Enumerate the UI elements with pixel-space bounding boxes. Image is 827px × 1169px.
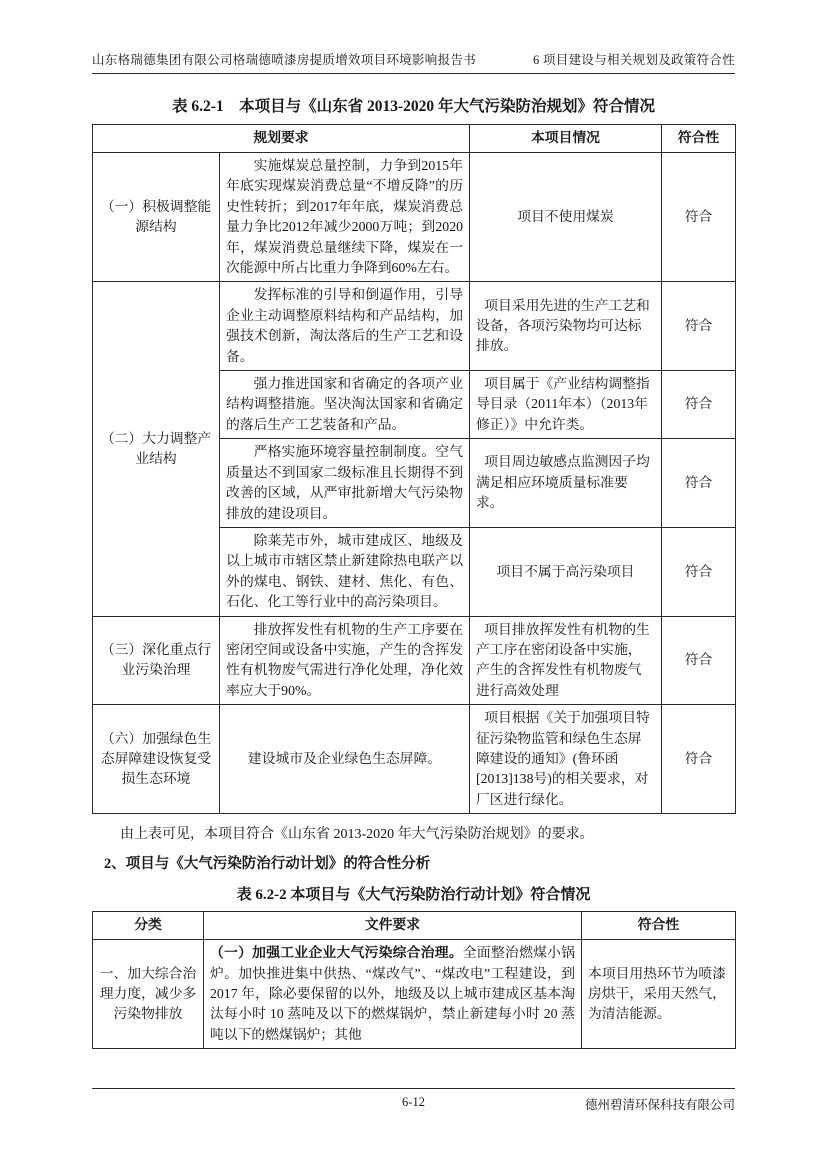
project-text: 项目根据《关于加强项目特征污染物监管和绿色生态屏障建设的通知》(鲁环函[2013]138号)的相关要求，对厂区进行绿化。: [476, 710, 650, 807]
compliance-cell: 符合: [662, 153, 736, 282]
category-cell: （二）大力调整产业结构: [93, 282, 220, 616]
compliance-cell: 符合: [662, 705, 736, 814]
requirement-text: 实施煤炭总量控制，力争到2015年年底实现煤炭消费总量“不增反降”的历史性转折；到2017年年底，煤炭消费总量力争比2012年减少2000万吨；到2020年，煤炭消费总量继续下降，煤炭在一次能源中所占比重力争降到60%左右。: [226, 158, 463, 276]
requirement-text: 全面整治燃煤小锅炉。加快推进集中供热、“煤改气”、“煤改电”工程建设，到 2017 年，除必要保留的以外，地级及以上城市建成区基本淘汰每小时 10 蒸吨及以下的燃煤锅炉，禁止新建每小时 20 蒸吨以下的燃煤锅炉；其他: [210, 945, 576, 1042]
table2-header-row: [93, 912, 736, 940]
running-header: [92, 50, 735, 74]
project-cell: [470, 439, 662, 528]
table1-col-requirement: 规划要求: [93, 125, 470, 153]
header-chapter-title: 6 项目建设与相关规划及政策符合性: [533, 53, 735, 67]
project-text: 项目周边敏感点监测因子均满足相应环境质量标准要求。: [476, 454, 650, 511]
requirement-text: 除莱芜市外，城市建成区、地级及以上城市市辖区禁止新建除热电联产以外的煤电、钢铁、建材、焦化、有色、石化、化工等行业中的高污染项目。: [226, 532, 463, 610]
project-text: 项目采用先进的生产工艺和设备，各项污染物均可达标排放。: [476, 297, 650, 354]
project-text: 项目属于《产业结构调整指导目录（2011年本）（2013年修正）》中允许类。: [476, 376, 650, 432]
project-cell: 项目不使用煤炭: [470, 153, 662, 282]
compliance-cell: 本项目用热环节为喷漆房烘干，采用天然气，为清洁能源。: [582, 940, 736, 1049]
requirement-cell: [220, 153, 470, 282]
requirement-text: 发挥标准的引导和倒逼作用，引导企业主动调整原料结构和产品结构，加强技术创新，淘汰落后的生产工艺和设备。: [226, 287, 463, 364]
project-cell: [470, 616, 662, 705]
project-cell: 项目不属于高污染项目: [470, 527, 662, 616]
category-cell: 一、加大综合治理力度，减少多污染物排放: [93, 940, 204, 1049]
compliance-cell: 符合: [662, 439, 736, 528]
compliance-cell: 符合: [662, 616, 736, 705]
page-footer: [92, 1088, 735, 1118]
table-row: [93, 940, 736, 1049]
table-row: [93, 616, 736, 705]
project-text: 项目排放挥发性有机物的生产工序在密闭设备中实施，产生的含挥发性有机物废气进行高效处理: [476, 621, 650, 698]
compliance-cell: 符合: [662, 282, 736, 371]
requirement-text: 强力推进国家和省确定的各项产业结构调整措施。坚决淘汰国家和省确定的落后生产工艺装备和产品。: [226, 376, 463, 432]
project-cell: [470, 282, 662, 371]
table2-col-requirement: 文件要求: [204, 912, 582, 940]
table1-title: 表 6.2-1 本项目与《山东省 2013-2020 年大气污染防治规划》符合情况: [171, 98, 656, 115]
category-cell: （三）深化重点行业污染治理: [93, 616, 220, 705]
category-cell: （一）积极调整能源结构: [93, 153, 220, 282]
conclusion-paragraph: 由上表可见，本项目符合《山东省 2013-2020 年大气污染防治规划》的要求。: [120, 827, 594, 843]
table2-col-compliance: 符合性: [582, 912, 736, 940]
header-report-title: 山东格瑞德集团有限公司格瑞德喷漆房提质增效项目环境影响报告书: [92, 53, 477, 67]
table2-title: 表 6.2-2 本项目与《大气污染防治行动计划》符合情况: [236, 887, 591, 904]
table1-compliance-table: [92, 124, 736, 814]
table-row: [93, 705, 736, 814]
category-cell: （六）加强绿色生态屏障建设恢复受损生态环境: [93, 705, 220, 814]
requirement-cell: 建设城市及企业绿色生态屏障。: [220, 705, 470, 814]
requirement-bold-lead: （一）加强工业企业大气污染综合治理。: [210, 945, 463, 961]
table-row: [93, 153, 736, 282]
requirement-cell: [204, 940, 582, 1049]
footer-company-name: 德州碧清环保科技有限公司: [584, 1098, 735, 1112]
requirement-text: 排放挥发性有机物的生产工序要在密闭空间或设备中实施，产生的含挥发性有机物废气需进行净化处理，净化效率应大于90%。: [226, 621, 463, 698]
project-cell: [470, 705, 662, 814]
table2-compliance-table: [92, 911, 736, 1049]
requirement-cell: [220, 527, 470, 616]
table1-header-row: [93, 125, 736, 153]
requirement-cell: [220, 371, 470, 439]
table1-col-compliance: 符合性: [662, 125, 736, 153]
table-row: [93, 282, 736, 371]
page-number: 6-12: [402, 1095, 425, 1109]
requirement-cell: [220, 439, 470, 528]
compliance-cell: 符合: [662, 371, 736, 439]
requirement-cell: [220, 616, 470, 705]
requirement-cell: [220, 282, 470, 371]
compliance-cell: 符合: [662, 527, 736, 616]
project-cell: [470, 371, 662, 439]
requirement-text: 严格实施环境容量控制制度。空气质量达不到国家二级标准且长期得不到改善的区域，从严审批新增大气污染物排放的建设项目。: [226, 444, 463, 521]
table1-col-project: 本项目情况: [470, 125, 662, 153]
section-heading: 2、项目与《大气污染防治行动计划》的符合性分析: [104, 856, 431, 873]
table2-col-category: 分类: [93, 912, 204, 940]
